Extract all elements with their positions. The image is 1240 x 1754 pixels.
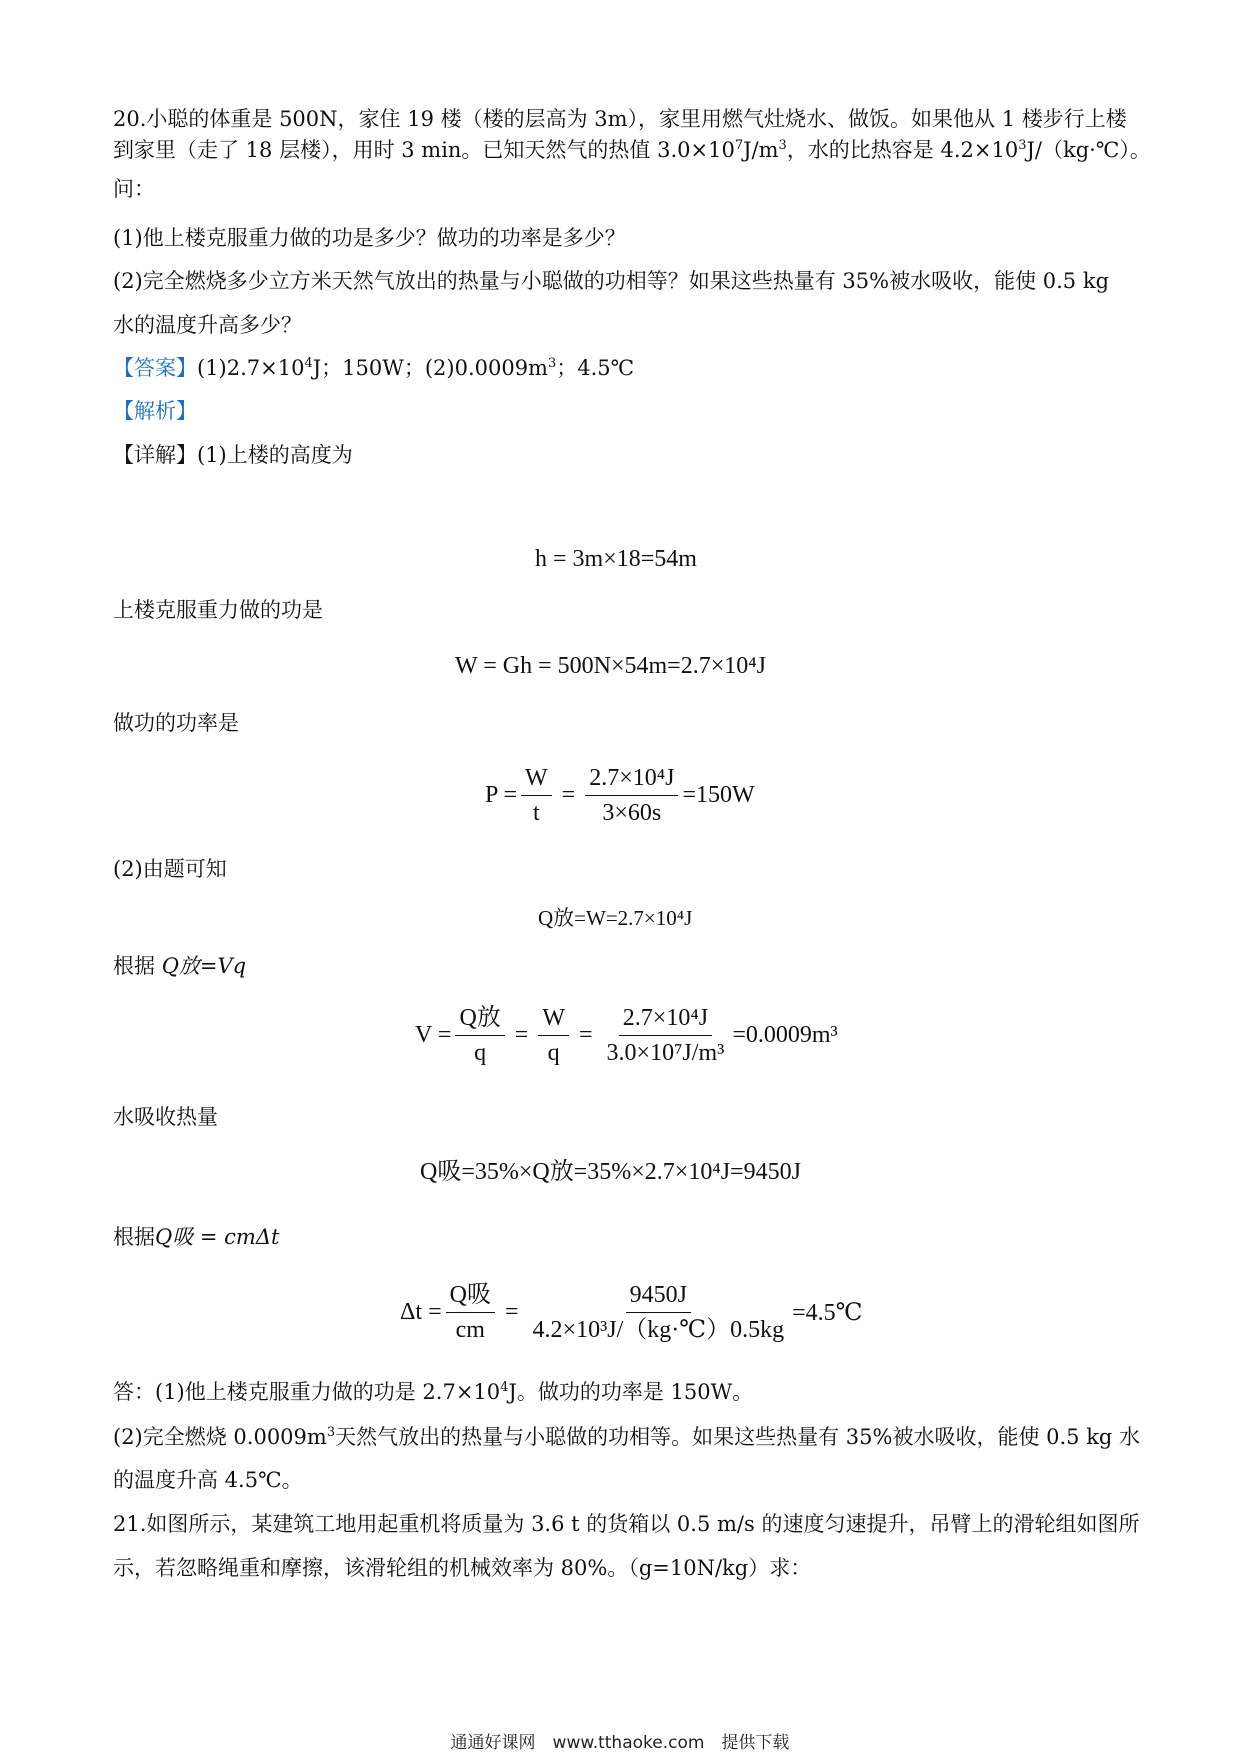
equation-heat-released: Q放=W=2.7×10⁴J bbox=[538, 906, 693, 930]
detail-step4: (2)由题可知 bbox=[113, 857, 227, 881]
problem21-line2: 示，若忽略绳重和摩擦，该滑轮组的机械效率为 80%。（g=10N/kg）求： bbox=[113, 1556, 812, 1580]
detail-step2: 上楼克服重力做的功是 bbox=[113, 598, 323, 622]
answer-tag: 【答案】 bbox=[113, 356, 197, 380]
equation-height: h = 3m×18=54m bbox=[535, 545, 697, 572]
detail-step3: 做功的功率是 bbox=[113, 711, 239, 735]
detail-step6: 水吸收热量 bbox=[113, 1105, 218, 1129]
page-footer: 通通好课网 www.tthaoke.com 提供下载 bbox=[450, 1733, 790, 1753]
problem20-question2-line1: (2)完全燃烧多少立方米天然气放出的热量与小聪做的功相等？如果这些热量有 35%被水吸收，能使 0.5 kg bbox=[113, 269, 1110, 293]
detail-step5: 根据 Q放=Vq bbox=[113, 954, 247, 978]
problem20-line1: 20.小聪的体重是 500N，家住 19 楼（楼的层高为 3m），家里用燃气灶烧水、做饭。如果他从 1 楼步行上楼 bbox=[113, 107, 1127, 131]
answer-line: 【答案】$(1)2.7\times 10^4J$；150W；$(2)0.0009m^3$；4.5℃ bbox=[113, 356, 635, 380]
equation-temperature-rise: Δt = $\frac{\text{Q吸}}{cm}$ = $\frac{9450J}{\text{4.2×10³J/（kg·℃）0.5kg}}$ =4.5℃ bbox=[400, 1282, 863, 1343]
conclusion-line3: 的温度升高 4.5℃。 bbox=[113, 1468, 303, 1492]
problem20-question2-line2: 水的温度升高多少？ bbox=[113, 313, 302, 337]
detail-step1: 【详解】(1)上楼的高度为 bbox=[113, 443, 353, 467]
problem20-line3: 问： bbox=[113, 177, 155, 201]
conclusion-line2: (2)完全燃烧 $0.0009m^3$天然气放出的热量与小聪做的功相等。如果这些热量有 35%被水吸收，能使 0.5 kg 水 bbox=[113, 1425, 1141, 1449]
detail-tag: 【详解】 bbox=[113, 443, 197, 467]
conclusion-line1: 答：(1)他上楼克服重力做的功是 $2.7\times 10^4J$。做功的功率是 150W。 bbox=[113, 1380, 754, 1404]
analysis-tag: 【解析】 bbox=[113, 399, 197, 423]
equation-heat-absorbed: Q吸=35%×Q放=35%×2.7×10⁴J=9450J bbox=[420, 1158, 801, 1185]
equation-work: W = Gh = 500N×54m=2.7×10⁴J bbox=[455, 652, 766, 679]
problem20-line2: 到家里（走了 18 层楼），用时 3 min。已知天然气的热值 $3.0\times 10^7J/m^3$，水的比热容是 $4.2\times 10^3J/(kg\cdot℃)$。 bbox=[113, 138, 1151, 162]
problem21-line1: 21.如图所示，某建筑工地用起重机将质量为 3.6 t 的货箱以 0.5 m/s 的速度匀速提升，吊臂上的滑轮组如图所 bbox=[113, 1512, 1140, 1536]
equation-power: P = $\frac{W}{t}$ = $\frac{\text{2.7×10⁴J}}{3\times 60s}$ =150W bbox=[485, 765, 755, 826]
detail-step7: 根据Q吸 = cmΔt bbox=[113, 1225, 280, 1249]
equation-volume: V = $\frac{\text{Q放}}{q}$ = $\frac{W}{q}$ = $\frac{\text{2.7×10⁴J}}{\text{3.0×10⁷J/m³}}$ =0.0009m³ bbox=[415, 1005, 838, 1066]
problem20-question1: (1)他上楼克服重力做的功是多少？做功的功率是多少？ bbox=[113, 226, 626, 250]
